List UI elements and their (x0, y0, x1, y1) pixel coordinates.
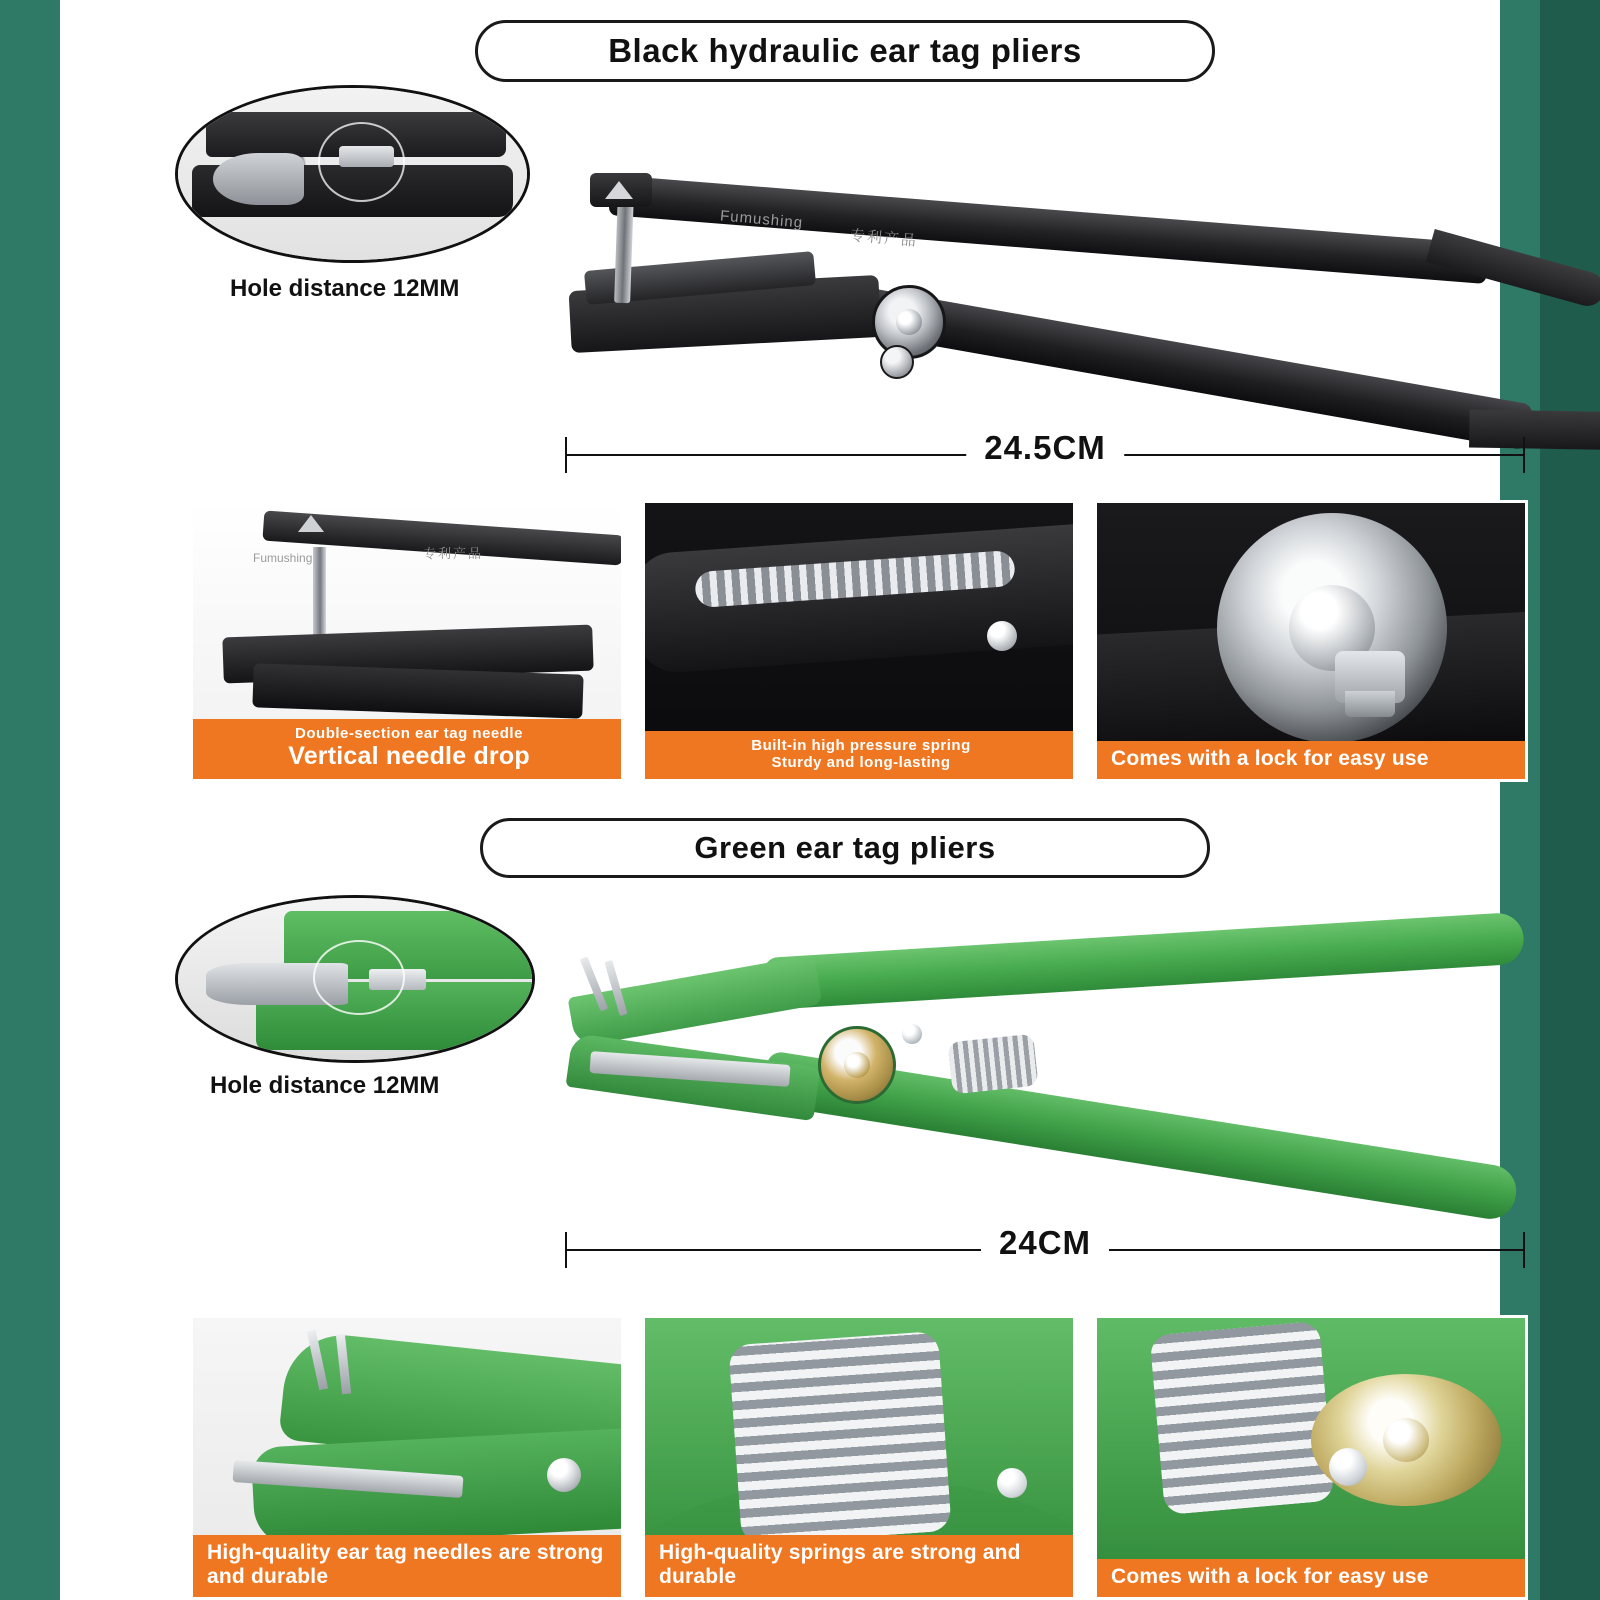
feature-caption-large: Comes with a lock for easy use (1111, 1564, 1429, 1588)
green-spring-closeup (728, 1331, 951, 1545)
chinese-mark-1: 专利产品 (849, 227, 919, 250)
black-pivot-disc (872, 285, 946, 359)
closeup-green-ellipse (175, 895, 535, 1063)
green-handle-upper (763, 912, 1525, 1010)
feature-card (1094, 1315, 1528, 1600)
brand-triangle-icon (298, 515, 324, 532)
feature-caption-small: Built-in high pressure spring (751, 736, 971, 754)
black-lock-knob (880, 345, 914, 379)
feature-cards-black (190, 500, 1530, 782)
green-spring-closeup (1149, 1321, 1334, 1515)
black-jaw-steel-insert (213, 153, 304, 205)
black-lock-nut (1335, 651, 1405, 703)
green-rivet (997, 1468, 1027, 1498)
feature-caption (193, 719, 621, 779)
feature-card (1094, 500, 1528, 782)
feature-cards-green (190, 1315, 1530, 1600)
feature-card (642, 1315, 1076, 1600)
closeup-black-ellipse (175, 85, 530, 263)
feature-photo-lock (1097, 503, 1525, 779)
black-pliers-illustration (550, 165, 1550, 415)
green-rivet (547, 1458, 581, 1492)
feature-card (190, 500, 624, 782)
black-knob (987, 621, 1017, 651)
feature-caption-small: Double-section ear tag needle (295, 725, 523, 742)
feature-caption-large: High-quality ear tag needles are strong and durable (207, 1540, 604, 1588)
green-lock-knob (902, 1024, 922, 1044)
black-needle-rod (313, 547, 326, 643)
dimension-black-value: 24.5CM (966, 429, 1124, 467)
green-spring (948, 1034, 1039, 1095)
green-lock-disc-center (1383, 1418, 1429, 1462)
feature-caption (645, 731, 1073, 780)
hole-distance-highlight-circle (318, 122, 405, 201)
feature-caption-large: High-quality springs are strong and durable (659, 1540, 1021, 1588)
content-sheet (60, 0, 1500, 1600)
dimension-black-cap-right (1523, 437, 1525, 473)
black-lock-disc (1217, 513, 1447, 743)
feature-caption (645, 1535, 1073, 1597)
dimension-green (565, 1224, 1525, 1270)
green-jaw-photo (178, 898, 532, 1060)
dimension-green-value: 24CM (981, 1224, 1109, 1262)
section-title-green: Green ear tag pliers (480, 818, 1210, 878)
green-rivet (1329, 1448, 1367, 1486)
closeup-green-caption: Hole distance 12MM (210, 1072, 440, 1099)
feature-caption-large: Comes with a lock for easy use (1111, 746, 1429, 770)
green-pivot-disc (818, 1026, 896, 1104)
brand-text: Fumushing (719, 207, 804, 232)
feature-caption-large: Sturdy and long-lasting (771, 753, 951, 771)
feature-card (190, 1315, 624, 1600)
dimension-green-cap-right (1523, 1232, 1525, 1268)
brand-triangle-icon (605, 181, 633, 199)
chinese-mark-1: 专利产品 (423, 546, 484, 561)
section-title-black: Black hydraulic ear tag pliers (475, 20, 1215, 82)
green-pivot-screw (844, 1052, 870, 1078)
feature-caption (1097, 741, 1525, 779)
black-pivot-screw (896, 309, 922, 335)
brand-text: Fumushing (253, 551, 313, 565)
feature-photo-green-lock (1097, 1318, 1525, 1597)
feature-caption (1097, 1559, 1525, 1597)
left-green-band (0, 0, 60, 1600)
hole-distance-highlight-circle (313, 940, 405, 1015)
feature-caption-large: Vertical needle drop (288, 742, 530, 771)
closeup-black-caption: Hole distance 12MM (230, 275, 460, 302)
feature-card (642, 500, 1076, 782)
black-jaw-photo (178, 88, 527, 260)
green-pliers-illustration (550, 930, 1550, 1210)
dimension-black (565, 429, 1525, 475)
feature-caption (193, 1535, 621, 1597)
